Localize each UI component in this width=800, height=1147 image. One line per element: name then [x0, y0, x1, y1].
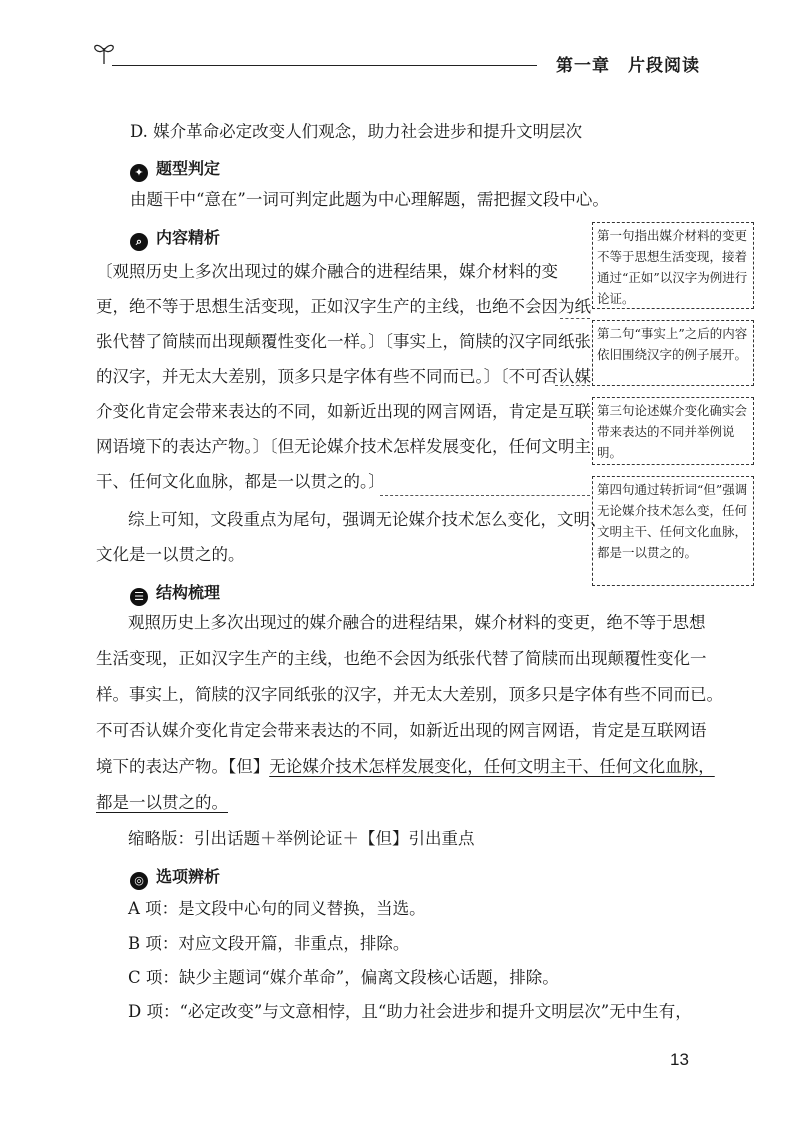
structure-line: 观照历史上多次出现过的媒介融合的进程结果，媒介材料的变更，绝不等于思想	[128, 613, 706, 632]
page-number: 13	[670, 1050, 689, 1069]
content-line: 的汉字，并无太大差别，顶多只是字体有些不同而已。〕〔不可否认媒	[96, 367, 591, 386]
structure-icon: ☰	[130, 588, 148, 606]
summary-line: 文化是一以贯之的。	[96, 545, 245, 564]
structure-line-6	[96, 793, 228, 813]
lightbulb-icon: ✦	[130, 164, 148, 182]
section-content	[130, 225, 220, 251]
section-type-judge	[130, 156, 220, 182]
content-line: 干、任何文化血脉，都是一以贯之的。〕	[96, 472, 385, 491]
content-line: 张代替了简牍而出现颠覆性变化一样。〕〔事实上，简牍的汉字同纸张	[96, 332, 591, 351]
option-analysis: D 项：“必定改变”与文意相悖，且“助力社会进步和提升文明层次”无中生有，	[128, 1002, 692, 1021]
structure-brief: 缩略版：引出话题＋举例论证＋【但】引出重点	[128, 829, 475, 848]
option-analysis: B 项：对应文段开篇，非重点，排除。	[128, 934, 410, 953]
section-title: 选项辨析	[156, 867, 221, 886]
magnifier-icon: ⌕	[130, 233, 148, 251]
structure-line: 生活变现，正如汉字生产的主线，也绝不会因为纸张代替了简牍而出现颠覆性变化一	[96, 649, 707, 668]
key-sentence: 无论媒介技术怎样发展变化，任何文明主干、任何文化血脉，	[269, 757, 715, 776]
side-note-2: 第二句“事实上”之后的内容依旧围绕汉字的例子展开。	[592, 320, 754, 386]
option-analysis: A 项：是文段中心句的同义替换，当选。	[128, 899, 426, 918]
sprout-icon	[92, 40, 116, 66]
section-options	[130, 864, 220, 890]
note-connector	[380, 495, 590, 496]
type-judge-text: 由题干中“意在”一词可判定此题为中心理解题，需把握文段中心。	[130, 190, 609, 209]
header-rule	[112, 65, 537, 66]
structure-line-prefix: 境下的表达产物。【但】	[96, 757, 270, 776]
target-icon: ◎	[130, 872, 148, 890]
structure-line-5	[96, 757, 715, 777]
section-structure	[130, 580, 220, 606]
note-connector	[555, 385, 590, 386]
content-line: 更，绝不等于思想生活变现，正如汉字生产的主线，也绝不会因为纸	[96, 297, 591, 316]
content-line: 〔观照历史上多次出现过的媒介融合的进程结果，媒介材料的变	[96, 262, 558, 281]
structure-line: 不可否认媒介变化肯定会带来表达的不同，如新近出现的网言网语，肯定是互联网语	[96, 721, 707, 740]
note-connector	[560, 318, 590, 319]
side-note-4: 第四句通过转折词“但”强调无论媒介技术怎么变，任何文明主干、任何文化血脉，都是一以贯之的。	[592, 476, 754, 586]
option-analysis: C 项：缺少主题词“媒介革命”，偏离文段核心话题，排除。	[128, 968, 559, 987]
section-title: 内容精析	[156, 228, 221, 247]
key-sentence: 都是一以贯之的。	[96, 793, 228, 812]
side-note-1: 第一句指出媒介材料的变更不等于思想生活变现，接着通过“正如”以汉字为例进行论证。	[592, 222, 754, 309]
option-d-text: D. 媒介革命必定改变人们观念，助力社会进步和提升文明层次	[130, 122, 583, 141]
section-title: 结构梳理	[156, 583, 221, 602]
side-note-3: 第三句论述媒介变化确实会带来表达的不同并举例说明。	[592, 397, 754, 465]
chapter-title: 第一章 片段阅读	[556, 56, 700, 76]
content-line: 网语境下的表达产物。〕〔但无论媒介技术怎样发展变化，任何文明主	[96, 437, 591, 456]
content-line: 介变化肯定会带来表达的不同，如新近出现的网言网语，肯定是互联	[96, 402, 591, 421]
summary-line: 综上可知，文段重点为尾句，强调无论媒介技术怎么变化，文明、	[128, 510, 607, 529]
section-title: 题型判定	[156, 159, 221, 178]
structure-line: 样。事实上，简牍的汉字同纸张的汉字，并无太大差别，顶多只是字体有些不同而已。	[96, 685, 723, 704]
